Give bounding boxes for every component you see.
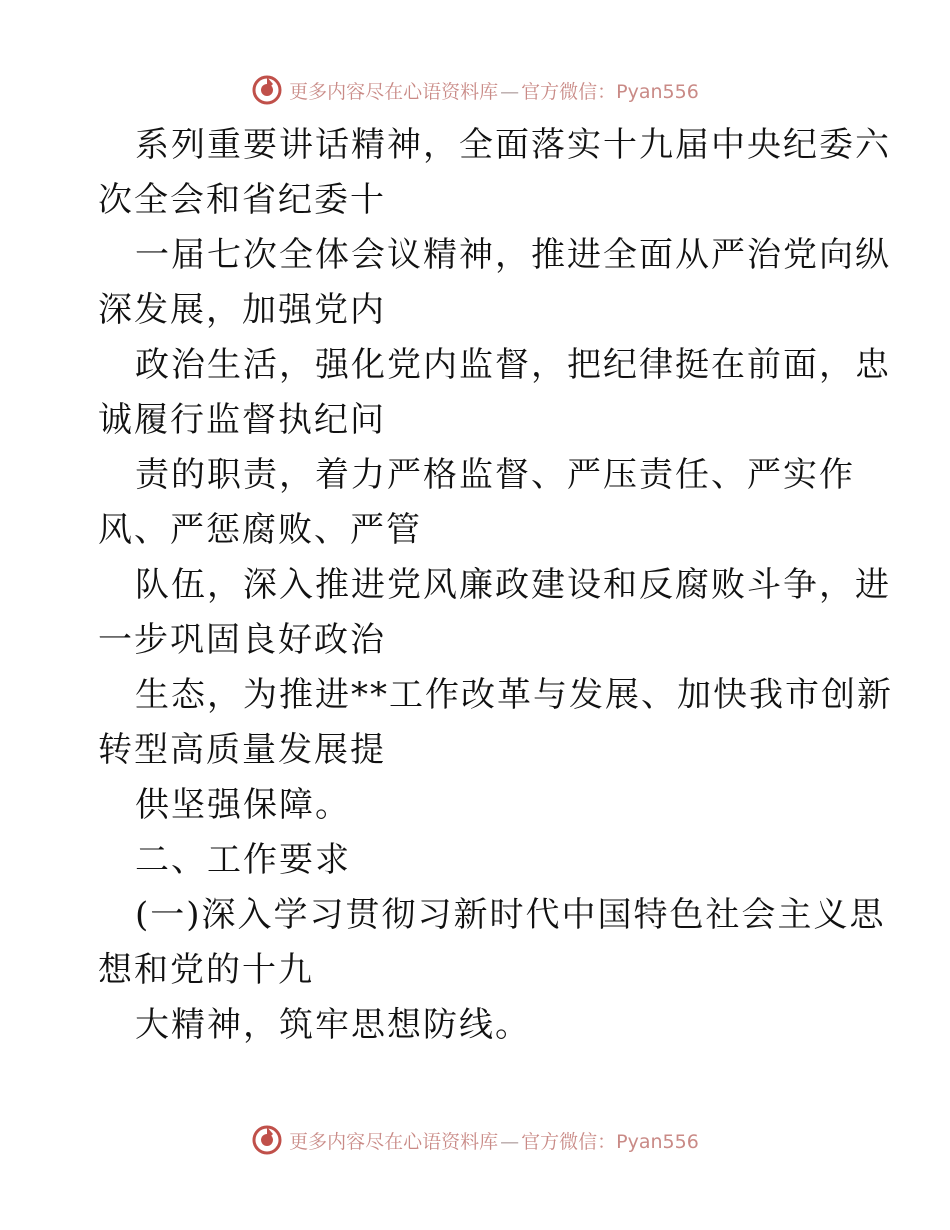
header-watermark bbox=[0, 70, 950, 110]
watermark-title: 更多内容尽在心语资料库 bbox=[289, 1130, 499, 1153]
watermark-separator: — bbox=[500, 1130, 520, 1153]
watermark-text bbox=[289, 1127, 699, 1154]
text-line: 深发展，加强党内 bbox=[98, 290, 386, 330]
document-body bbox=[98, 118, 893, 1053]
text-line: 系列重要讲话精神，全面落实十九届中央纪委六 bbox=[135, 125, 891, 165]
text-line: 次全会和省纪委十 bbox=[98, 180, 386, 220]
watermark-separator: — bbox=[500, 80, 520, 103]
watermark-title: 更多内容尽在心语资料库 bbox=[289, 80, 499, 103]
text-line: 想和党的十九 bbox=[98, 950, 314, 990]
footer-watermark bbox=[0, 1120, 950, 1160]
watermark-wechat: 官方微信：Pyan556 bbox=[521, 1130, 699, 1153]
text-line: 供坚强保障。 bbox=[135, 785, 351, 825]
brand-logo-icon bbox=[251, 1124, 283, 1156]
text-line: 生态，为推进**工作改革与发展、加快我市创新 bbox=[135, 675, 893, 715]
text-line: 诚履行监督执纪问 bbox=[98, 400, 386, 440]
text-line: 政治生活，强化党内监督，把纪律挺在前面，忠 bbox=[135, 345, 891, 385]
brand-logo-icon bbox=[251, 74, 283, 106]
text-line: 一届七次全体会议精神，推进全面从严治党向纵 bbox=[135, 235, 891, 275]
section-heading: 二、工作要求 bbox=[135, 840, 351, 880]
text-line: 转型高质量发展提 bbox=[98, 730, 386, 770]
watermark-wechat: 官方微信：Pyan556 bbox=[521, 80, 699, 103]
text-line: 风、严惩腐败、严管 bbox=[98, 510, 422, 550]
subsection-heading: (一)深入学习贯彻习新时代中国特色社会主义思 bbox=[135, 895, 886, 935]
text-line: 责的职责，着力严格监督、严压责任、严实作 bbox=[135, 455, 855, 495]
text-line: 一步巩固良好政治 bbox=[98, 620, 386, 660]
text-line: 大精神，筑牢思想防线。 bbox=[135, 1005, 531, 1045]
text-line: 队伍，深入推进党风廉政建设和反腐败斗争，进 bbox=[135, 565, 891, 605]
watermark-text bbox=[289, 77, 699, 104]
